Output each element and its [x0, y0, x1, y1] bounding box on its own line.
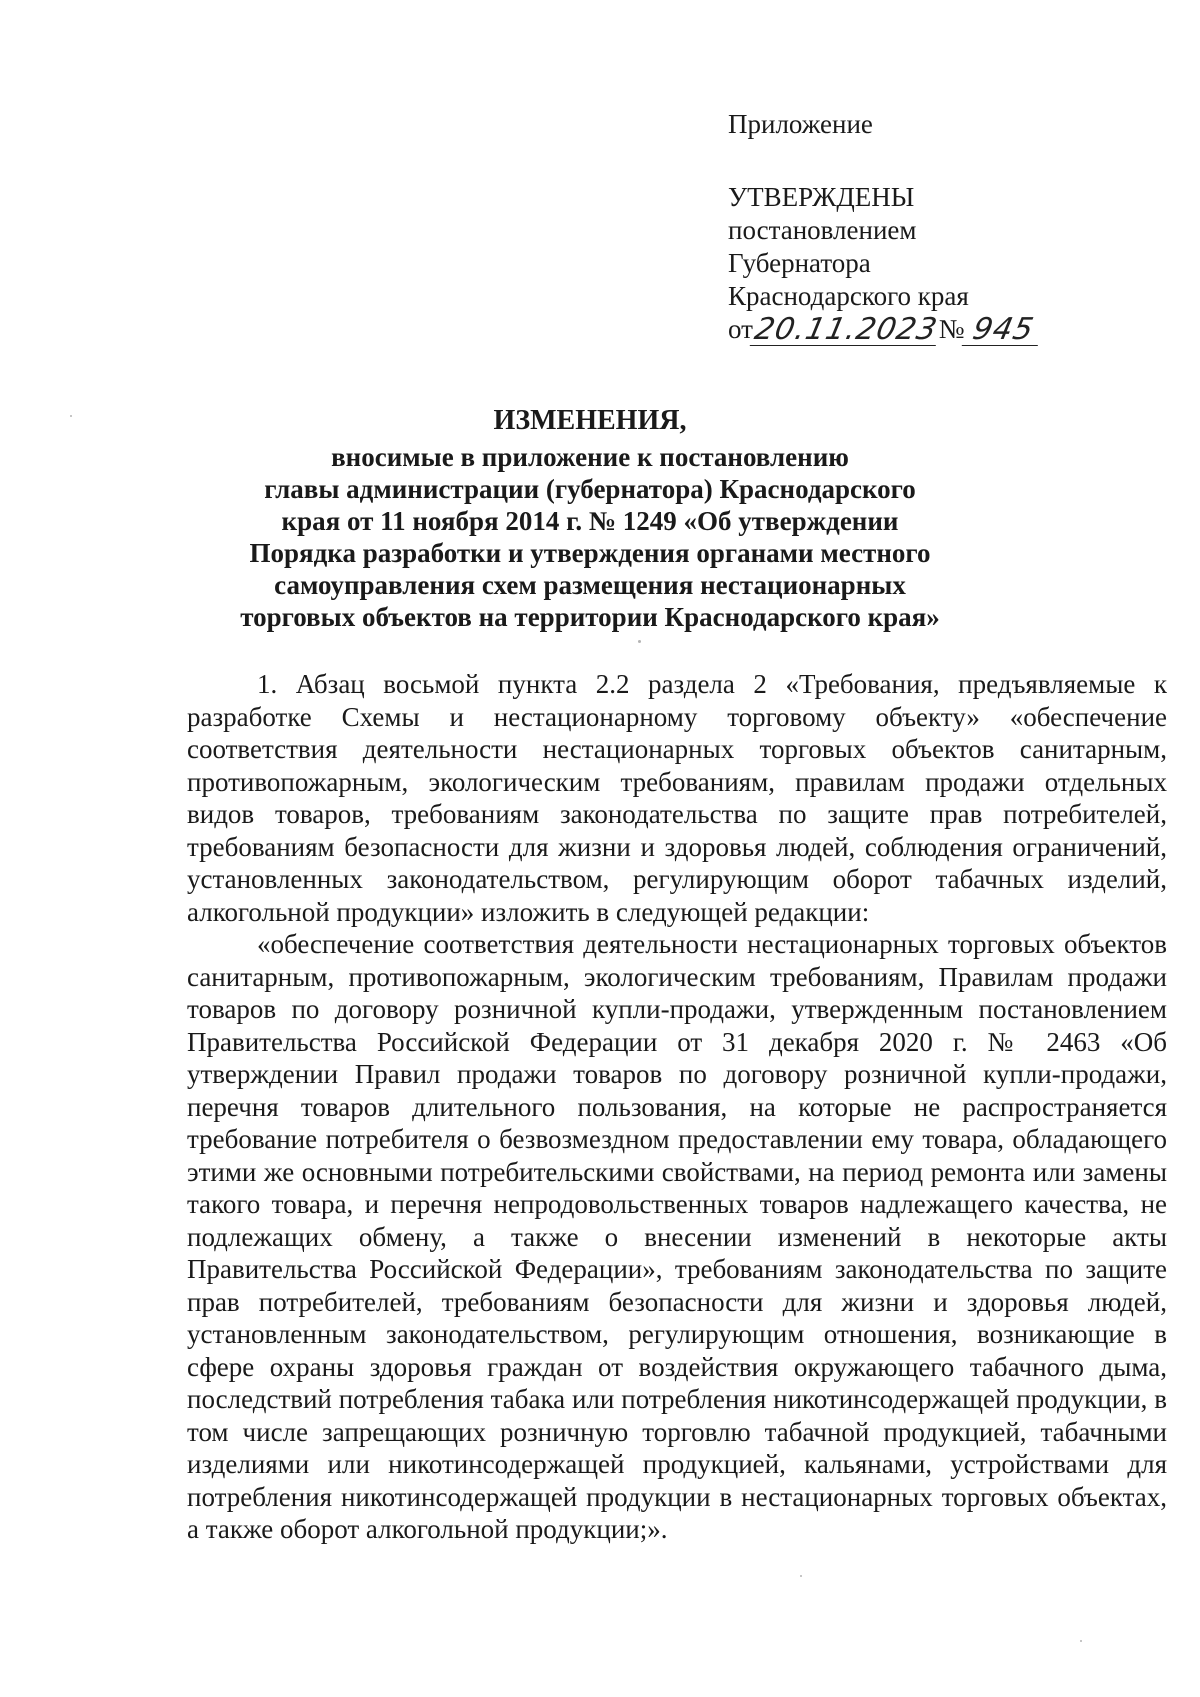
document-subtitle: вносимые в приложение к постановлению главы администрации (губернатора) Краснодарского края от 11 ноября 2014 г. № 1249 «Об утверждении Порядка разработки и утверждения органами местного самоуправления схем размещения нестационарных торговых объектов на территории Краснодарского края»	[240, 442, 940, 632]
document-heading	[150, 405, 1030, 633]
region-label: Краснодарского края	[728, 281, 969, 311]
scan-speck	[1080, 1640, 1082, 1642]
date-prefix: от	[728, 314, 753, 344]
document-title: ИЗМЕНЕНИЯ,	[493, 405, 687, 436]
document-body	[187, 668, 1167, 1546]
scan-speck	[638, 640, 641, 643]
scan-speck	[70, 415, 72, 417]
approval-block	[728, 108, 1041, 346]
number-prefix: №	[938, 314, 965, 344]
governor-label: Губернатора	[728, 248, 871, 278]
approved-label: УТВЕРЖДЕНЫ	[728, 182, 915, 212]
scan-speck	[800, 1575, 802, 1577]
handwritten-date: 20.11.2023	[751, 312, 941, 347]
paragraph-1: 1. Абзац восьмой пункта 2.2 раздела 2 «Требования, предъявляемые к разработке Схемы и нестационарному торговому объекту» «обеспечение соответствия деятельности нестационарных торговых объектов санитарным, противопожарным, экологическим требованиям, правилам продажи отдельных видов товаров, требованиям законодательства по защите прав потребителей, требованиям безопасности для жизни и здоровья людей, соблюдения ограничений, установленных законодательством, регулирующим оборот табачных изделий, алкогольной продукции» изложить в следующей редакции:	[187, 669, 1167, 927]
by-decree-label: постановлением	[728, 215, 917, 245]
appendix-label: Приложение	[728, 109, 873, 139]
date-number-line	[728, 313, 1041, 346]
paragraph-2: «обеспечение соответствия деятельности нестационарных торговых объектов санитарным, противопожарным, экологическим требованиям, Правилам продажи товаров по договору розничной купли-продажи, утвержденным постановлением Правительства Российской Федерации от 31 декабря 2020 г. № 2463 «Об утверждении Правил продажи товаров по договору розничной купли-продажи, перечня товаров длительного пользования, на которые не распространяется требование потребителя о безвозмездном предоставлении ему товара, обладающего этими же основными потребительскими свойствами, на период ремонта или замены такого товара, и перечня непродовольственных товаров надлежащего качества, не подлежащих обмену, а также о внесении изменений в некоторые акты Правительства Российской Федерации», требованиям законодательства по защите прав потребителей, требованиям безопасности для жизни и здоровья людей, установленным законодательством, регулирующим отношения, возникающие в сфере охраны здоровья граждан от воздействия окружающего табачного дыма, последствий потребления табака или потребления никотинсодержащей продукции, в том числе запрещающих розничную торговлю табачной продукцией, табачными изделиями или никотинсодержащей продукцией, кальянами, устройствами для потребления никотинсодержащей продукции в нестационарных торговых объектах, а также оборот алкогольной продукции;».	[187, 929, 1167, 1544]
handwritten-number: 945	[961, 315, 1044, 346]
